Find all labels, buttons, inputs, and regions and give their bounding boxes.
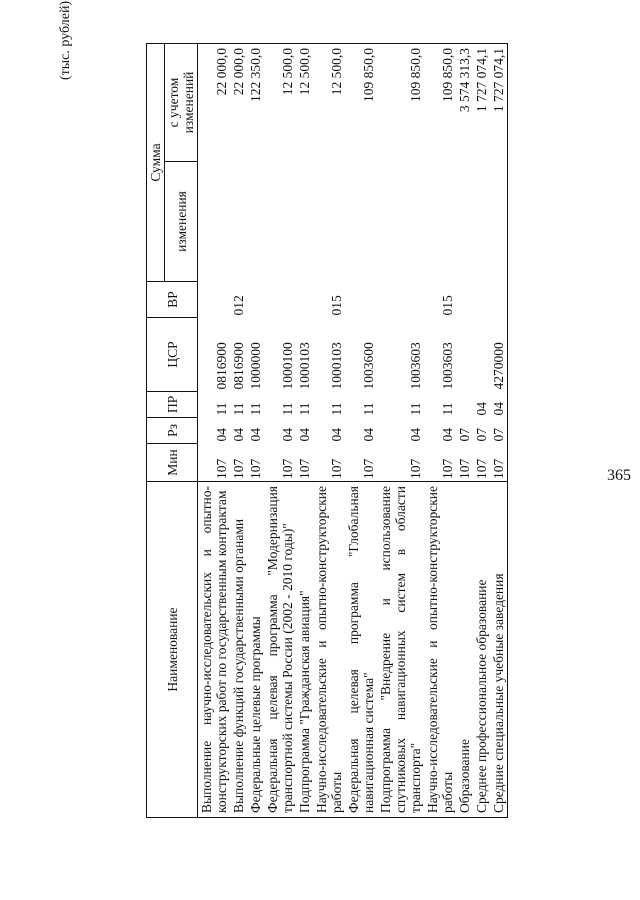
row-rz: 04	[329, 428, 344, 442]
row-pr: 11	[329, 402, 344, 416]
header-min: Мин	[147, 444, 198, 482]
row-name: Выполнение научно-исследовательских и опытно-конструкторских работ по государственным контрактам	[198, 482, 231, 818]
table-row	[296, 43, 313, 817]
row-changes	[424, 162, 456, 282]
row-csr: 0816900	[231, 342, 246, 390]
row-name: Федеральная целевая программа "Модернизация транспортной системы России (2002 - 2010 годы)"	[264, 482, 296, 818]
row-changes	[456, 162, 473, 282]
row-csr	[456, 318, 473, 392]
table-row	[264, 43, 296, 817]
row-rz: 04	[440, 428, 455, 442]
header-pr: ПР	[147, 392, 198, 418]
row-changes	[296, 162, 313, 282]
row-amount: 1 727 074,1	[473, 43, 490, 161]
row-changes	[313, 162, 345, 282]
row-name: Среднее профессиональное образование	[473, 482, 490, 818]
row-csr: 1000000	[248, 342, 263, 390]
row-min: 107	[474, 458, 489, 479]
row-pr: 04	[490, 392, 508, 418]
row-amount: 12 500,0	[264, 43, 296, 161]
row-min: 107	[248, 458, 263, 479]
table-row	[473, 43, 490, 817]
row-pr: 11	[408, 402, 423, 416]
row-min: 107	[214, 458, 229, 479]
row-csr: 1000100	[280, 342, 295, 390]
table-body	[198, 43, 508, 817]
row-changes	[345, 162, 377, 282]
row-rz: 04	[231, 428, 246, 442]
row-name: Федеральные целевые программы	[247, 482, 264, 818]
row-amount: 22 000,0	[230, 43, 247, 161]
table-row	[377, 43, 424, 817]
table-row	[313, 43, 345, 817]
row-vr	[198, 282, 231, 318]
row-changes	[230, 162, 247, 282]
row-rz: 07	[474, 428, 489, 442]
row-amount: 109 850,0	[424, 43, 456, 161]
header-rz: Рз	[147, 418, 198, 444]
table-row	[490, 43, 508, 817]
row-amount: 109 850,0	[345, 43, 377, 161]
row-pr: 11	[248, 402, 263, 416]
row-vr: 015	[329, 295, 344, 316]
header-changes: изменения	[165, 162, 198, 282]
row-csr: 1003600	[361, 342, 376, 390]
table-row	[424, 43, 456, 817]
row-min: 107	[231, 458, 246, 479]
header-name: Наименование	[147, 482, 198, 818]
row-amount: 1 727 074,1	[490, 43, 508, 161]
row-vr	[377, 282, 424, 318]
row-name: Образование	[456, 482, 473, 818]
row-csr: 1000103	[329, 342, 344, 390]
units-label: (тыс. рублей)	[58, 0, 73, 80]
row-min: 107	[490, 444, 508, 482]
row-min: 107	[361, 458, 376, 479]
row-pr: 04	[474, 402, 489, 416]
table-row	[247, 43, 264, 817]
row-csr: 0816900	[214, 342, 229, 390]
header-vr: ВР	[147, 282, 198, 318]
row-changes	[247, 162, 264, 282]
row-csr: 1003603	[440, 342, 455, 390]
row-rz: 04	[297, 428, 312, 442]
row-pr: 11	[214, 402, 229, 416]
row-vr: 015	[440, 295, 455, 316]
row-min: 107	[457, 458, 472, 479]
row-min: 107	[440, 458, 455, 479]
row-pr: 11	[231, 402, 246, 416]
row-vr	[264, 282, 296, 318]
row-pr: 11	[361, 402, 376, 416]
row-csr: 4270000	[490, 318, 508, 392]
row-changes	[490, 162, 508, 282]
row-amount: 12 500,0	[296, 43, 313, 161]
row-amount: 3 574 313,3	[456, 43, 473, 161]
row-amount: 109 850,0	[377, 43, 424, 161]
row-vr	[345, 282, 377, 318]
row-min: 107	[280, 458, 295, 479]
row-csr: 1000103	[297, 342, 312, 390]
row-min: 107	[297, 458, 312, 479]
row-name: Средние специальные учебные заведения	[490, 482, 508, 818]
row-rz: 04	[408, 428, 423, 442]
header-csr: ЦСР	[147, 318, 198, 392]
table-header	[147, 43, 198, 817]
row-vr	[247, 282, 264, 318]
row-name: Подпрограмма "Внедрение и использование спутниковых навигационных систем в области транспорта"	[377, 482, 424, 818]
row-changes	[198, 162, 231, 282]
row-pr: 11	[280, 402, 295, 416]
page-number: 365	[607, 467, 631, 484]
row-rz: 04	[361, 428, 376, 442]
row-name: Выполнение функций государственными органами	[230, 482, 247, 818]
row-csr: 1003603	[408, 342, 423, 390]
row-name: Федеральная целевая программа "Глобальная навигационная система"	[345, 482, 377, 818]
row-pr	[456, 392, 473, 418]
row-pr: 11	[440, 402, 455, 416]
header-sum: Сумма	[147, 43, 165, 281]
row-vr	[473, 282, 490, 318]
row-min: 107	[408, 458, 423, 479]
row-vr: 012	[231, 295, 246, 316]
table-row	[345, 43, 377, 817]
row-rz: 07	[457, 428, 472, 442]
row-pr: 11	[297, 402, 312, 416]
table-row	[198, 43, 231, 817]
row-amount: 122 350,0	[247, 43, 264, 161]
row-vr	[490, 282, 508, 318]
table-row	[456, 43, 473, 817]
header-with-changes: с учетом изменений	[165, 43, 198, 161]
row-vr	[296, 282, 313, 318]
row-name: Научно-исследовательские и опытно-конструкторские работы	[313, 482, 345, 818]
row-rz: 04	[280, 428, 295, 442]
row-name: Научно-исследовательские и опытно-конструкторские работы	[424, 482, 456, 818]
row-changes	[377, 162, 424, 282]
row-rz: 07	[490, 418, 508, 444]
row-min: 107	[329, 458, 344, 479]
row-changes	[473, 162, 490, 282]
row-amount: 12 500,0	[313, 43, 345, 161]
row-changes	[264, 162, 296, 282]
row-name: Подпрограмма "Гражданская авиация"	[296, 482, 313, 818]
row-csr	[473, 318, 490, 392]
row-amount: 22 000,0	[198, 43, 231, 161]
table-row	[230, 43, 247, 817]
budget-table	[146, 43, 508, 818]
row-rz: 04	[248, 428, 263, 442]
row-vr	[456, 282, 473, 318]
row-rz: 04	[214, 428, 229, 442]
